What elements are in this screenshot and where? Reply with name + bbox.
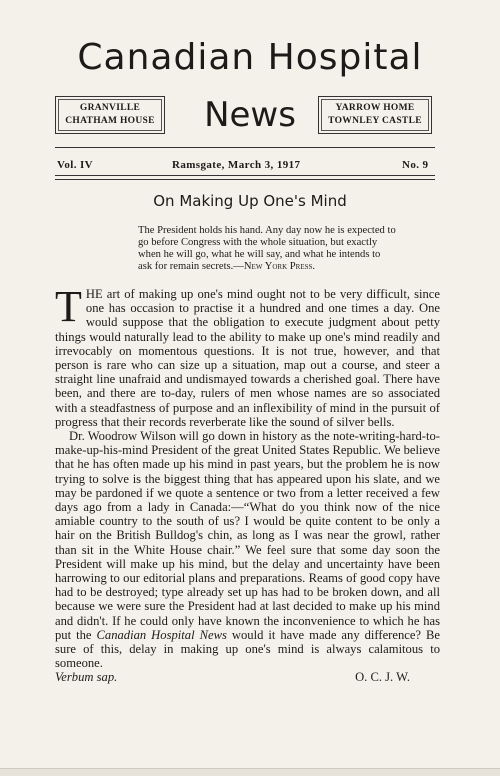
masthead-title: Canadian Hospital [77, 37, 423, 78]
latin-phrase: Verbum sap. [55, 670, 118, 685]
article-body [55, 282, 441, 685]
location-line: TOWNLEY CASTLE [328, 116, 422, 126]
location-box-left [55, 96, 165, 134]
paragraph [55, 282, 440, 429]
paragraph [55, 429, 440, 670]
author-signature: O. C. J. W. [355, 670, 410, 685]
volume-label: Vol. IV [57, 159, 94, 171]
paragraph-text: would it have made any difference? Be sure of this, delay in making up one's mind is always calamitous to someone. [55, 627, 441, 671]
location-line: YARROW HOME [335, 103, 415, 113]
publication-name: Canadian Hospital News [96, 627, 227, 642]
article-headline: On Making Up One's Mind [153, 192, 347, 210]
closing-row [55, 670, 440, 684]
location-line: GRANVILLE [79, 103, 141, 113]
divider-rule [55, 179, 435, 180]
location-line: CHATHAM HOUSE [65, 116, 155, 126]
drop-cap: T [55, 282, 82, 331]
issue-number-label: No. 9 [402, 159, 429, 171]
place-date-label: Ramsgate, March 3, 1917 [172, 159, 301, 171]
epigraph-source: New York Press. [243, 261, 316, 272]
epigraph-text: The President holds his hand. Any day now he is expected to go before Congress with the whole situation, but exactly when he will go, what he will say, and what he intends to ask for remain secrets.— [138, 225, 396, 272]
epigraph [138, 225, 396, 273]
divider-rule [55, 175, 435, 176]
location-box-right [318, 96, 432, 134]
paragraph-text: HE art of making up one's mind ought not to be very difficult, since one has occasion to practise it a hundred and one times a day. One would suppose that the obligation to execute judgment about petty things would naturally lead to the ability to make up one's mind readily and irrevocably on momentous questions. It is not true, however, and that person is rare who can size up a situation, map out a course, and steer a straight line unafraid and undismayed towards a cherished goal. There have been, and there are to-day, rulers of men whose names are so associated with a steadfastness of purpose and an inflexibility of mind in the pursuit of progress that their records reverberate like the sound of silver bells. [55, 287, 440, 429]
paragraph-text: Dr. Woodrow Wilson will go down in history as the note-writing-hard-to-make-up-his-mind President of the great United States Republic. We believe that he has often made up his mind in past years, but the problem he is now trying to solve is the biggest thing that has appeared upon his slate, and we may be pardoned if we quote a sentence or two from a letter received a few days ago from a lady in Canada:—“What do you think now of the nice amiable country to the south of us? I would be quite content to be only a hair on the British Bulldog's chin, as long as I was near the growl, rather than sit in the White House chair.” We feel sure that some day soon the President will make up his mind, but the delay and uncertainty have been harrowing to our editorial plans and preparations. Reams of good copy have had to be destroyed; type already set up has had to be broken down, and all because we were sure the President had at last decided to make up his mind and didn't. If he could only have known the inconvenience to which he has put the [55, 429, 440, 642]
divider-rule [55, 147, 435, 148]
masthead-news: News [204, 95, 296, 135]
